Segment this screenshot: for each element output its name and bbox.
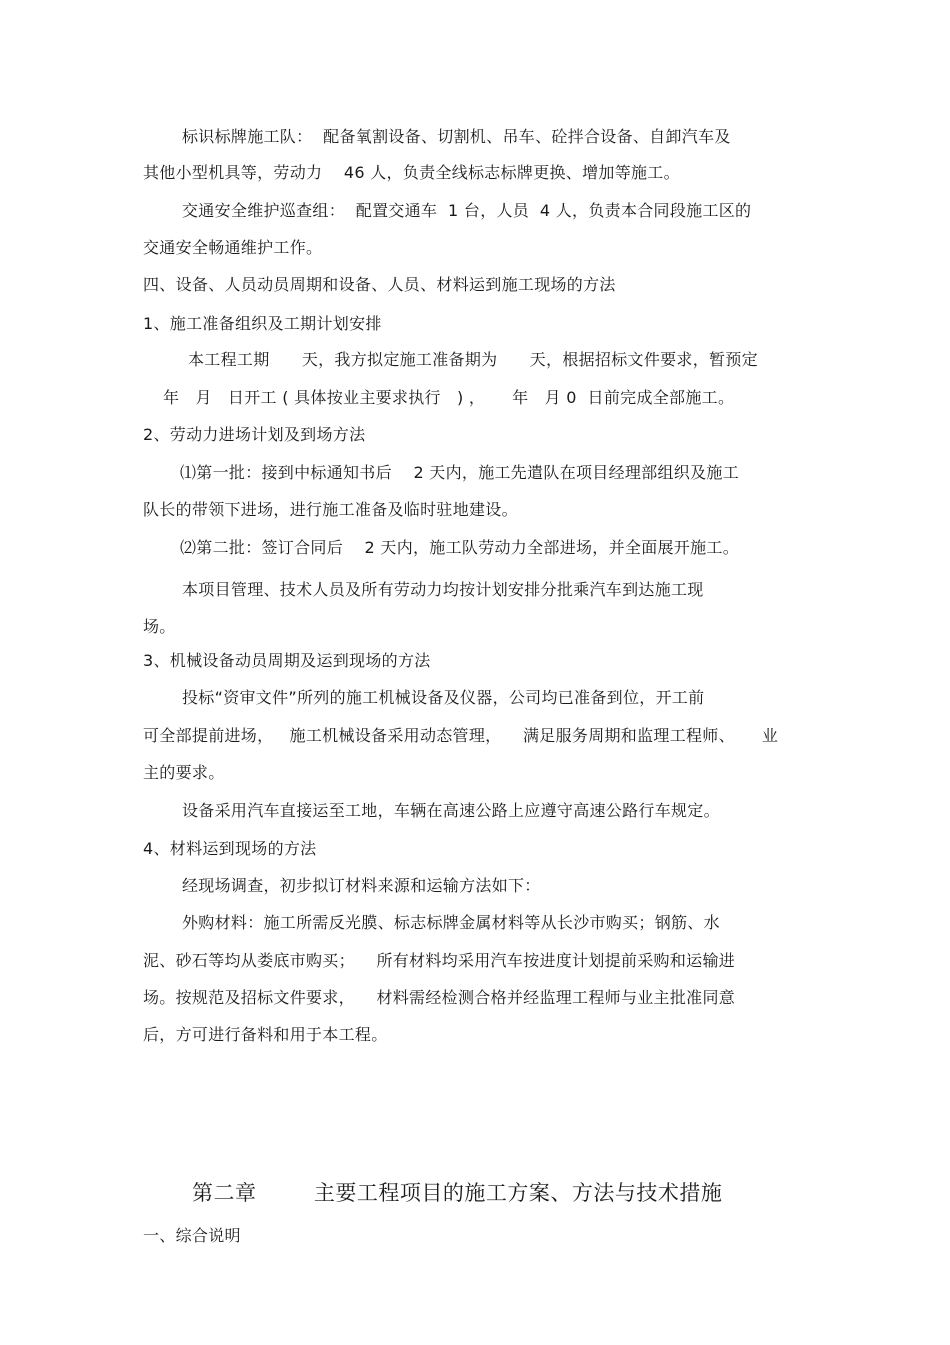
paragraph-line: 本工程工期 天，我方拟定施工准备期为 天，根据招标文件要求，暂预定 [188, 350, 758, 369]
paragraph-line: 年 月 日开工 ( 具体按业主要求执行 ) ， 年 月 0 日前完成全部施工。 [163, 388, 735, 407]
subsection-heading: 1、施工准备组织及工期计划安排 [143, 314, 382, 333]
paragraph-line: 外购材料：施工所需反光膜、标志标牌金属材料等从长沙市购买；钢筋、水 [182, 913, 720, 932]
paragraph-line: 设备采用汽车直接运至工地，车辆在高速公路上应遵守高速公路行车规定。 [182, 801, 720, 820]
subsection-heading: 3、机械设备动员周期及运到现场的方法 [143, 651, 431, 670]
paragraph-line: ⑴第一批：接到中标通知书后 2 天内，施工先遣队在项目经理部组织及施工 [180, 463, 740, 482]
paragraph-line: 经现场调查，初步拟订材料来源和运输方法如下： [182, 876, 541, 895]
paragraph-line: 标识标牌施工队： 配备氧割设备、切割机、吊车、砼拌合设备、自卸汽车及 [182, 127, 731, 146]
subsection-heading: 4、材料运到现场的方法 [143, 839, 317, 858]
paragraph-line: 可全部提前进场， 施工机械设备采用动态管理， 满足服务周期和监理工程师、 业 [143, 726, 779, 745]
chapter-title: 第二章 主要工程项目的施工方案、方法与技术措施 [192, 1181, 723, 1205]
paragraph-line: 泥、砂石等均从娄底市购买； 所有材料均采用汽车按进度计划提前采购和运输进 [143, 951, 736, 970]
paragraph-line: 交通安全维护巡查组： 配置交通车 1 台，人员 4 人，负责本合同段施工区的 [182, 201, 752, 220]
paragraph-line: 队长的带领下进场，进行施工准备及临时驻地建设。 [143, 500, 518, 519]
section-heading: 四、设备、人员动员周期和设备、人员、材料运到施工现场的方法 [143, 275, 616, 294]
subsection-heading: 2、劳动力进场计划及到场方法 [143, 425, 366, 444]
section-heading: 一、综合说明 [143, 1226, 241, 1245]
paragraph-line: 场。按规范及招标文件要求， 材料需经检测合格并经监理工程师与业主批准同意 [143, 988, 736, 1007]
paragraph-line: 其他小型机具等，劳动力 46 人，负责全线标志标牌更换、增加等施工。 [143, 163, 680, 182]
paragraph-line: ⑵第二批：签订合同后 2 天内，施工队劳动力全部进场，并全面展开施工。 [180, 538, 740, 557]
paragraph-line: 后，方可进行备料和用于本工程。 [143, 1025, 388, 1044]
paragraph-line: 交通安全畅通维护工作。 [143, 238, 323, 257]
paragraph-line: 主的要求。 [143, 763, 225, 782]
paragraph-line: 本项目管理、技术人员及所有劳动力均按计划安排分批乘汽车到达施工现 [182, 580, 704, 599]
paragraph-line: 场。 [143, 617, 176, 636]
paragraph-line: 投标“资审文件”所列的施工机械设备及仪器，公司均已准备到位，开工前 [182, 688, 705, 707]
